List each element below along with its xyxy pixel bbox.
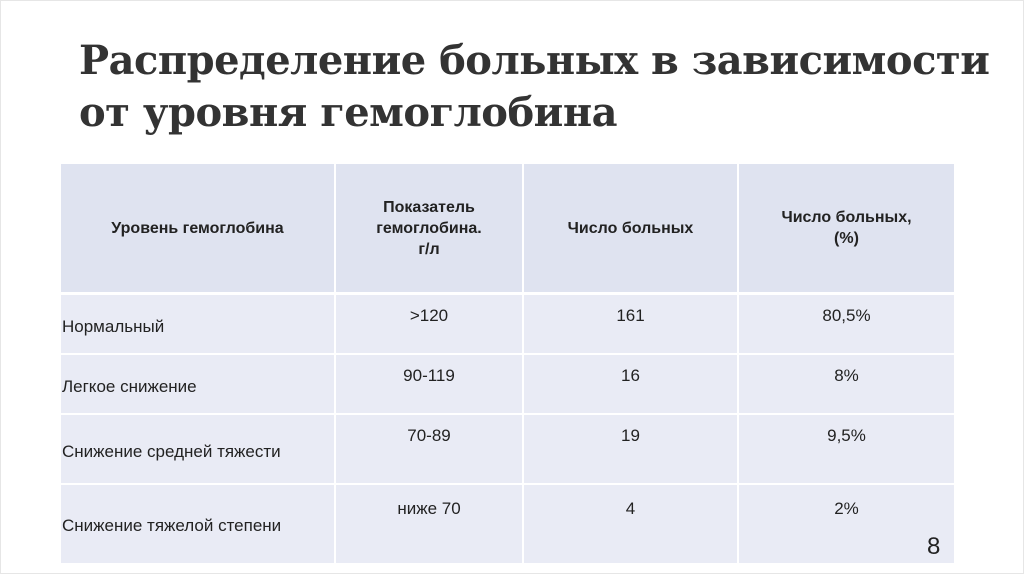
header-patient-count xyxy=(523,164,738,294)
cell-count: 4 xyxy=(523,484,738,563)
cell-level: Нормальный xyxy=(61,294,335,355)
cell-count: 16 xyxy=(523,354,738,414)
header-hemoglobin-value xyxy=(335,164,523,294)
table-row xyxy=(61,354,954,414)
hemoglobin-distribution-table xyxy=(61,164,954,563)
header-line: Число больных xyxy=(567,219,694,237)
title-line-2: от уровня гемоглобина xyxy=(79,89,618,136)
cell-percent: 80,5% xyxy=(738,294,954,355)
header-line: Число больных, xyxy=(781,209,912,226)
header-line: Показатель xyxy=(383,198,475,216)
cell-value: ниже 70 xyxy=(335,484,523,563)
cell-level: Легкое снижение xyxy=(61,354,335,414)
cell-count: 161 xyxy=(523,294,738,355)
cell-percent: 2% xyxy=(738,484,954,563)
table-row xyxy=(61,294,954,355)
header-patient-percent xyxy=(738,164,954,294)
header-line: Уровень гемоглобина xyxy=(111,219,284,237)
header-hemoglobin-level xyxy=(61,164,335,294)
cell-value: >120 xyxy=(335,294,523,355)
header-line: гемоглобина. xyxy=(376,219,482,237)
header-line: (%) xyxy=(834,230,859,247)
table-header-row xyxy=(61,164,954,294)
table-row xyxy=(61,414,954,484)
cell-percent: 9,5% xyxy=(738,414,954,484)
title-line-1: Распределение больных в зависимости xyxy=(79,37,990,84)
table-row xyxy=(61,484,954,563)
cell-count: 19 xyxy=(523,414,738,484)
cell-level: Снижение средней тяжести xyxy=(61,414,335,484)
cell-value: 90-119 xyxy=(335,354,523,414)
slide-title xyxy=(79,35,990,139)
header-line: г/л xyxy=(418,240,440,258)
cell-value: 70-89 xyxy=(335,414,523,484)
cell-level: Снижение тяжелой степени xyxy=(61,484,335,563)
page-number: 8 xyxy=(927,533,941,560)
cell-percent: 8% xyxy=(738,354,954,414)
